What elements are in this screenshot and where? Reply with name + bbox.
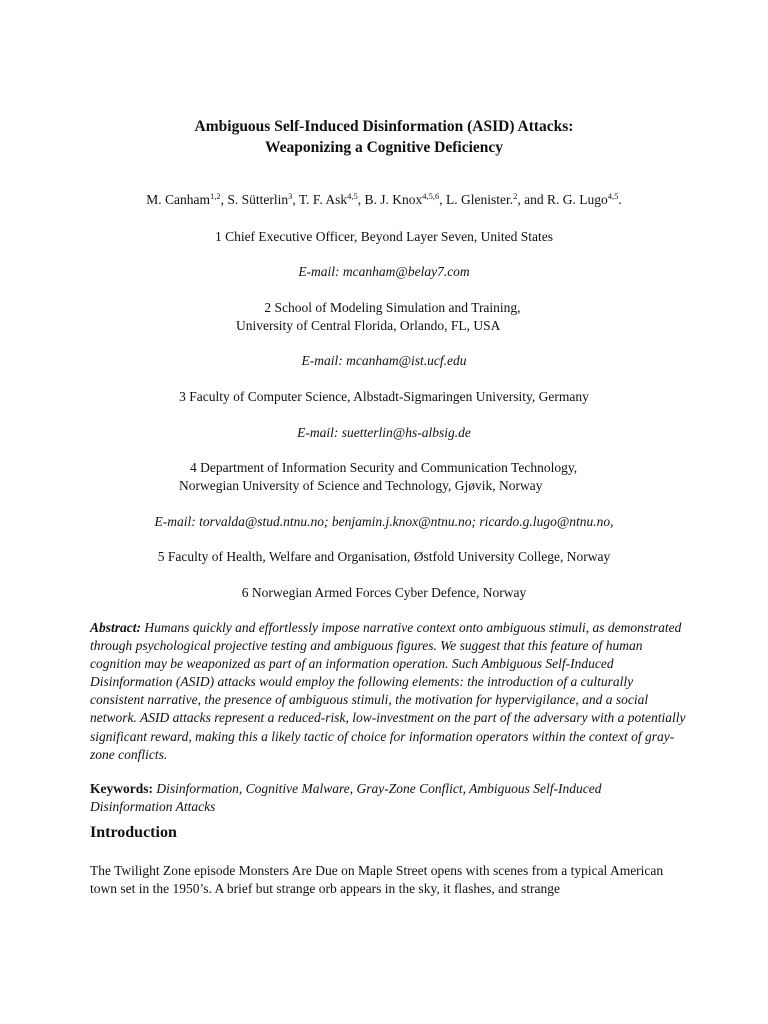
affiliation-2 bbox=[236, 299, 549, 335]
author-separator: , and bbox=[517, 192, 547, 207]
author-affiliation-marker: 2 bbox=[513, 191, 518, 201]
author-separator: , bbox=[220, 192, 228, 207]
paper-title bbox=[0, 116, 768, 158]
affiliation-4-line-2: Norwegian University of Science and Technology, Gjøvik, Norway bbox=[179, 478, 543, 493]
title-line-1: Ambiguous Self-Induced Disinformation (ASID) Attacks: bbox=[194, 118, 574, 135]
email-2: E-mail: mcanham@ist.ucf.edu bbox=[301, 353, 467, 368]
email-1: E-mail: mcanham@belay7.com bbox=[298, 264, 470, 279]
section-heading-introduction: Introduction bbox=[90, 824, 177, 841]
author-name: M. Canham bbox=[146, 192, 210, 207]
affiliation-2-line-2: University of Central Florida, Orlando, FL, USA bbox=[236, 318, 501, 333]
author-name: R. G. Lugo bbox=[546, 192, 608, 207]
affiliation-4 bbox=[179, 459, 577, 495]
author-separator: , bbox=[439, 192, 446, 207]
affiliation-3: 3 Faculty of Computer Science, Albstadt-Sigmaringen University, Germany bbox=[179, 389, 589, 404]
email-3: E-mail: suetterlin@hs-albsig.de bbox=[297, 425, 471, 440]
author-affiliation-marker: 1,2 bbox=[210, 191, 221, 201]
author-separator: . bbox=[618, 192, 622, 207]
keywords-label: Keywords: bbox=[90, 781, 153, 796]
author-separator: , bbox=[292, 192, 299, 207]
affiliation-1: 1 Chief Executive Officer, Beyond Layer Seven, United States bbox=[214, 229, 554, 244]
keywords bbox=[90, 780, 686, 816]
abstract-label: Abstract: bbox=[90, 620, 142, 635]
email-4: E-mail: torvalda@stud.ntnu.no; benjamin.j.knox@ntnu.no; ricardo.g.lugo@ntnu.no, bbox=[154, 514, 614, 529]
affiliation-2-line-1: 2 School of Modeling Simulation and Training, bbox=[264, 300, 521, 315]
author-affiliation-marker: 4,5 bbox=[607, 191, 619, 201]
author-affiliation-marker: 3 bbox=[288, 191, 293, 201]
author-name: T. F. Ask bbox=[298, 192, 348, 207]
introduction-paragraph: The Twilight Zone episode Monsters Are Due on Maple Street opens with scenes from a typical American town set in the 1950’s. A brief but strange orb appears in the sky, it flashes, and strange bbox=[90, 863, 664, 897]
author-separator: , bbox=[357, 192, 365, 207]
author-list bbox=[0, 191, 768, 209]
abstract-text: Humans quickly and effortlessly impose narrative context onto ambiguous stimuli, as demonstrated through psychological projective testing and ambiguous figures. We suggest that this feature of human cognition may be weaponized as part of an information operation. Such Ambiguous Self-Induced Disinformation (ASID) attacks would employ the following elements: the introduction of a culturally consistent narrative, the presence of ambiguous stimuli, the motivation for hypervigilance, and a social network. ASID attacks represent a reduced-risk, low-investment on the part of the adversary with a potentially significant reward, making this a likely tactic of choice for information operators within the context of gray-zone conflicts. bbox=[90, 620, 686, 762]
abstract bbox=[90, 619, 686, 764]
author-name: S. Sütterlin bbox=[227, 192, 289, 207]
author-affiliation-marker: 4,5 bbox=[347, 191, 358, 201]
author-name: B. J. Knox bbox=[364, 192, 423, 207]
keywords-text: Disinformation, Cognitive Malware, Gray-Zone Conflict, Ambiguous Self-Induced Disinformation Attacks bbox=[90, 781, 602, 815]
affiliation-6: 6 Norwegian Armed Forces Cyber Defence, Norway bbox=[241, 585, 527, 600]
title-line-2: Weaponizing a Cognitive Deficiency bbox=[264, 139, 504, 156]
affiliation-4-line-1: 4 Department of Information Security and Communication Technology, bbox=[190, 460, 578, 475]
author-name: L. Glenister. bbox=[445, 192, 514, 207]
affiliation-5: 5 Faculty of Health, Welfare and Organisation, Østfold University College, Norway bbox=[157, 549, 611, 564]
author-affiliation-marker: 4,5,6 bbox=[422, 191, 440, 201]
